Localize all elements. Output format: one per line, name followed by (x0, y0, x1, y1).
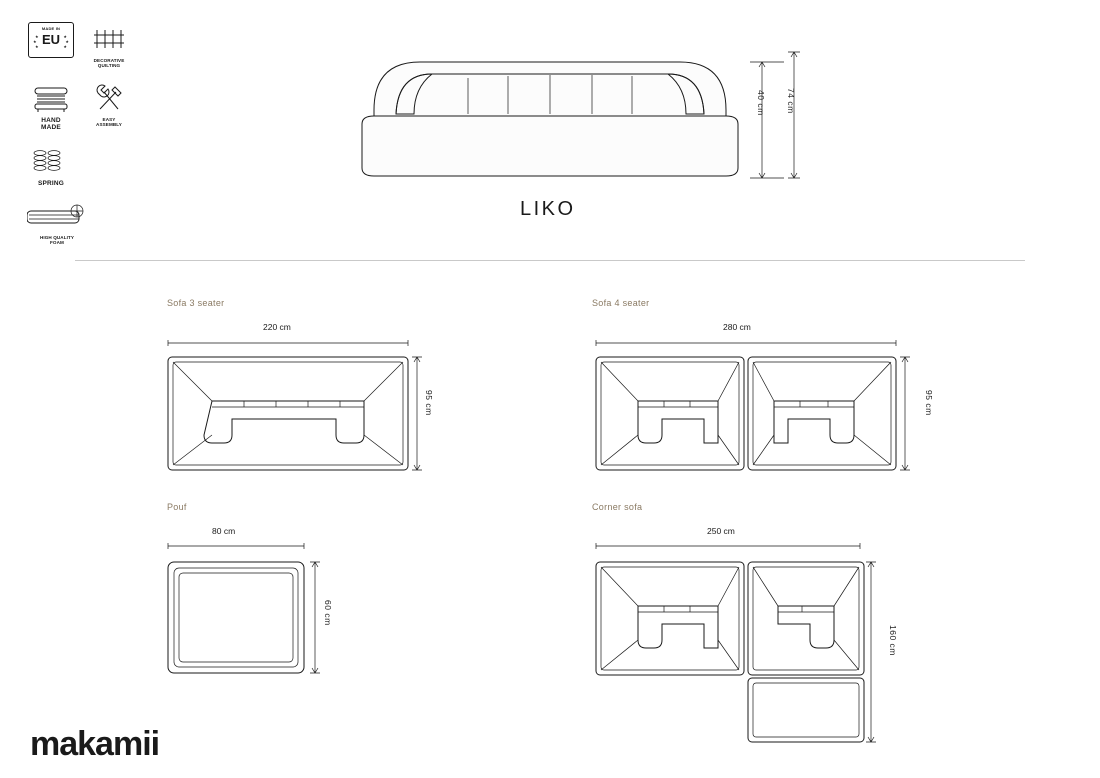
variant-title-pouf: Pouf (167, 502, 187, 512)
variant-title-sofa-3-seater: Sofa 3 seater (167, 298, 225, 308)
made-in-eu-icon (28, 22, 74, 58)
badge-label: DECORATIVE QUILTING (93, 58, 125, 69)
sofa-3-seater-top-view (160, 335, 430, 480)
pouf-width-label: 80 cm (212, 526, 236, 536)
brand-logo-text: makamii (30, 725, 160, 763)
pouf-top-view (160, 538, 350, 683)
made-in-eu-text: EU (41, 32, 61, 47)
eu-stars-icon: ★ ★ ★ ★ ★ ★ (33, 34, 69, 49)
spring-icon (25, 144, 77, 178)
section-divider (75, 260, 1025, 261)
sofa4-width-label: 280 cm (723, 322, 751, 332)
main-view-dimension-lines (742, 50, 802, 180)
product-name: LIKO (520, 198, 576, 220)
feature-badges (25, 22, 145, 258)
pouf-depth-label: 60 cm (323, 600, 333, 626)
badge-decorative-quilting (83, 22, 135, 69)
variant-title-corner-sofa: Corner sofa (592, 502, 643, 512)
badge-made-in-eu (25, 22, 77, 58)
brand-logo (30, 725, 159, 764)
badge-high-quality-foam (25, 199, 89, 246)
main-front-view (360, 50, 800, 190)
main-seat-height-label: 40 cm (756, 90, 766, 116)
badge-hand-made (25, 81, 77, 132)
sofa4-depth-label: 95 cm (924, 390, 934, 416)
main-total-height-label: 74 cm (786, 88, 796, 114)
badge-row-1 (25, 22, 145, 81)
badge-row-3 (25, 144, 145, 199)
sofa-4-seater-top-view (588, 335, 928, 480)
hand-made-icon (25, 81, 77, 115)
corner-width-label: 250 cm (707, 526, 735, 536)
tools-icon (83, 81, 135, 115)
sofa3-depth-label: 95 cm (424, 390, 434, 416)
variant-title-sofa-4-seater: Sofa 4 seater (592, 298, 650, 308)
badge-label: SPRING (37, 179, 65, 187)
sofa3-width-label: 220 cm (263, 322, 291, 332)
badge-label: HAND MADE (41, 116, 61, 132)
badge-label: EASY ASSEMBLY (96, 116, 122, 127)
badge-label: HIGH QUALITY FOAM (39, 234, 75, 246)
foam-icon (25, 199, 89, 233)
quilting-icon (83, 22, 135, 56)
corner-depth-label: 160 cm (888, 625, 898, 656)
badge-spring (25, 144, 77, 187)
corner-sofa-top-view (588, 538, 898, 768)
badge-row-2 (25, 81, 145, 144)
badge-easy-assembly (83, 81, 135, 128)
made-in-eu-sub: MADE IN (41, 26, 61, 31)
badge-row-4 (25, 199, 145, 258)
